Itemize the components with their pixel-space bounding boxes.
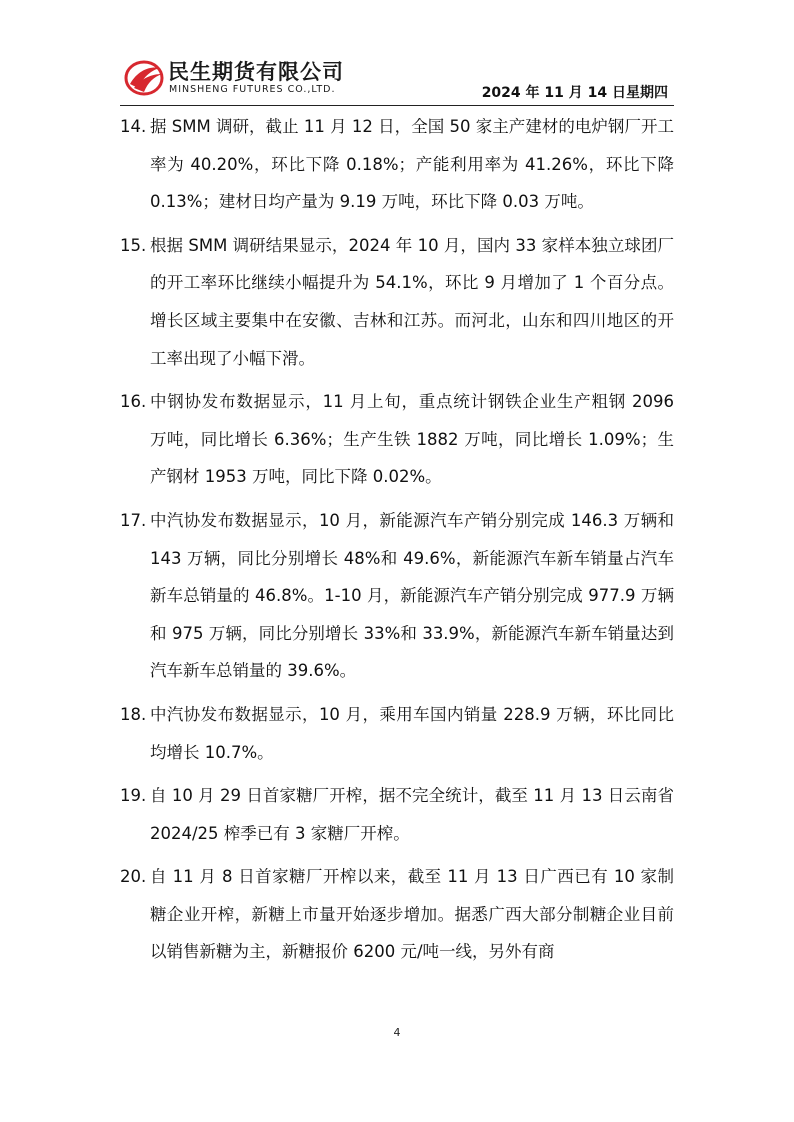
item-number: 14. [120,117,147,136]
page-header [120,52,674,106]
item-number: 19. [120,786,147,806]
news-item-20 [120,858,674,971]
item-number: 20. [120,867,147,887]
company-name-cn: 民生期货有限公司 [168,60,344,84]
item-number: 15. [120,235,147,255]
report-date: 2024 年 11 月 14 日星期四 [481,85,668,101]
news-item-14 [120,108,674,221]
minsheng-swoosh-logo-icon [124,58,164,98]
item-number: 18. [120,704,147,724]
header-divider [120,105,674,106]
item-text: 自 10 月 29 日首家糖厂开榨，据不完全统计，截至 11 月 13 日云南省 2024/25 榨季已有 3 家糖厂开榨。 [150,786,674,843]
item-text: 自 11 月 8 日首家糖厂开榨以来，截至 11 月 13 日广西已有 10 家制糖企业开榨，新糖上市量开始逐步增加。据悉广西大部分制糖企业目前以销售新糖为主，新糖报价 6200 元/吨一线，另外有商 [150,867,674,962]
item-text: 中汽协发布数据显示，10 月，新能源汽车产销分别完成 146.3 万辆和 143 万辆，同比分别增长 48%和 49.6%，新能源汽车新车销量占汽车新车总销量的 46.8%。1-10 月，新能源汽车产销分别完成 977.9 万辆和 975 万辆，同比分别增长 33%和 33.9%，新能源汽车新车销量达到汽车新车总销量的 39.6%。 [150,510,674,681]
company-name-en: MINSHENG FUTURES CO.,LTD. [169,84,336,95]
item-text: 中钢协发布数据显示，11 月上旬，重点统计钢铁企业生产粗钢 2096 万吨，同比增长 6.36%；生产生铁 1882 万吨，同比增长 1.09%；生产钢材 1953 万吨，同比下降 0.02%。 [150,392,674,487]
news-item-16 [120,383,674,496]
item-text: 中汽协发布数据显示，10 月，乘用车国内销量 228.9 万辆，环比同比均增长 10.7%。 [150,704,674,762]
news-item-19 [120,777,674,852]
item-number: 17. [120,510,147,530]
page-number: 4 [393,1026,401,1039]
item-text: 根据 SMM 调研结果显示，2024 年 10 月，国内 33 家样本独立球团厂的开工率环比继续小幅提升为 54.1%，环比 9 月增加了 1 个百分点。增长区域主要集中在安徽、吉林和江苏。而河北，山东和四川地区的开工率出现了小幅下滑。 [150,235,674,368]
news-item-15 [120,227,674,377]
item-number: 16. [120,392,147,412]
item-text: 据 SMM 调研，截止 11 月 12 日，全国 50 家主产建材的电炉钢厂开工率为 40.20%，环比下降 0.18%；产能利用率为 41.26%，环比下降 0.13%；建材日均产量为 9.19 万吨，环比下降 0.03 万吨。 [150,117,674,212]
news-item-17 [120,502,674,690]
news-item-18 [120,696,674,771]
news-list [120,108,674,977]
